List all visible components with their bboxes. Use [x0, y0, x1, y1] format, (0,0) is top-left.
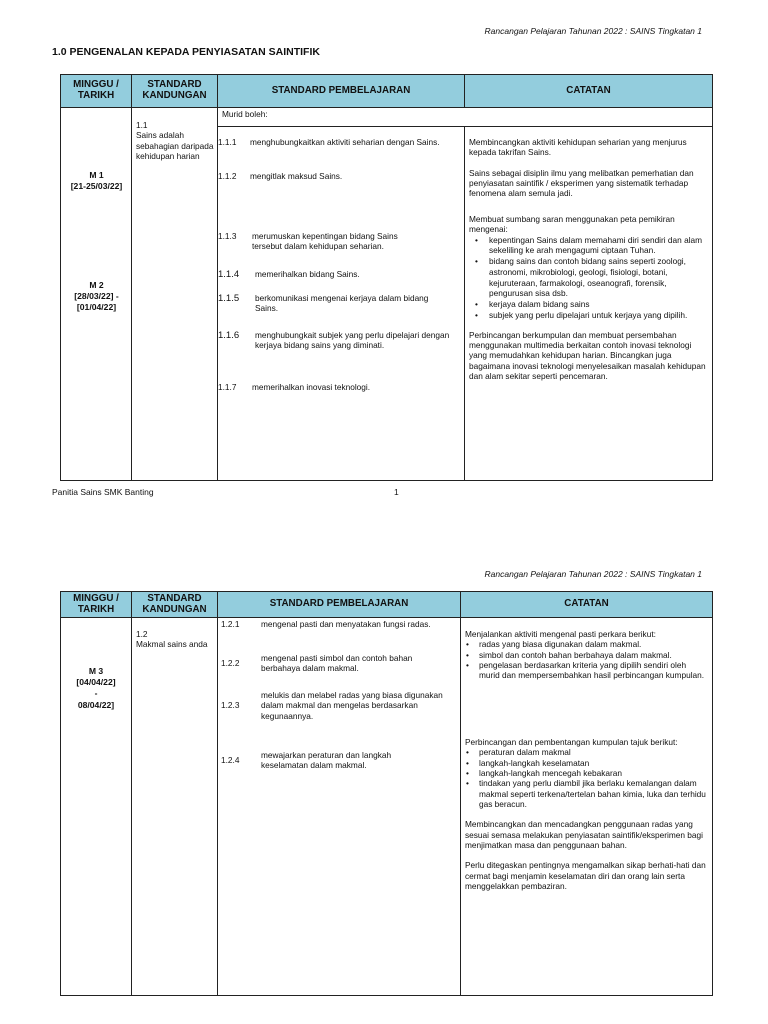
week-m3	[61, 666, 131, 711]
murid-boleh: Murid boleh:	[218, 108, 713, 127]
sp-text: melukis dan melabel radas yang biasa digunakan dalam makmal dan mengelas berdasarkan kegunaannya.	[261, 690, 443, 721]
sp-text: mengenal pasti simbol dan contoh bahan berbahaya dalam makmal.	[261, 653, 413, 674]
sp-text: memerihalkan inovasi teknologi.	[252, 382, 371, 392]
sk-code: 1.1	[136, 120, 148, 130]
sp-code: 1.1.1	[218, 137, 237, 147]
catatan-bullet-list	[465, 639, 709, 680]
catatan-paragraph: Sains sebagai disiplin ilmu yang melibatkan pemerhatian dan penyiasatan saintifik / eksperimen yang sistematik terhadap fenomena alam semula jadi.	[469, 167, 694, 199]
catatan-paragraph: Membincangkan aktiviti kehidupan seharian yang menjurus kepada takrifan Sains.	[469, 137, 687, 158]
sp-code: 1.2.3	[221, 700, 240, 711]
lesson-plan-table	[60, 74, 713, 481]
sp-item	[218, 231, 428, 252]
col-header-standard-pembelajaran: STANDARD PEMBELAJARAN	[218, 75, 465, 108]
lesson-plan-table	[60, 591, 713, 996]
footer-left: Panitia Sains SMK Banting	[52, 487, 154, 497]
week-cell	[61, 618, 132, 996]
catatan-cell	[461, 618, 713, 996]
sp-text: mengitlak maksud Sains.	[250, 171, 343, 181]
catatan-cell	[465, 127, 713, 481]
sp-item	[218, 382, 458, 392]
sp-code: 1.2.1	[221, 619, 240, 629]
sp-text: merumuskan kepentingan bidang Sains tersebut dalam kehidupan seharian.	[252, 231, 398, 252]
standard-kandungan-cell	[132, 618, 218, 996]
page-header: Rancangan Pelajaran Tahunan 2022 : SAINS Tingkatan 1	[484, 569, 702, 579]
sp-item	[218, 330, 463, 351]
section-title: 1.0 PENGENALAN KEPADA PENYIASATAN SAINTIFIK	[52, 46, 320, 58]
col-header-catatan: CATATAN	[461, 592, 713, 618]
col-header-catatan: CATATAN	[465, 75, 713, 108]
list-item: • kerjaya dalam bidang sains	[469, 299, 709, 310]
catatan-bullet-list	[469, 235, 709, 321]
catatan-paragraph: Perbincangan dan pembentangan kumpulan tajuk berikut:	[465, 736, 678, 747]
week-label: M 3	[88, 666, 104, 676]
sp-text: berkomunikasi mengenai kerjaya dalam bidang Sains.	[255, 293, 429, 314]
catatan-paragraph: Perlu ditegaskan pentingnya mengamalkan sikap berhati-hati dan cermat bagi menjamin keselamatan diri dan orang lain serta menggelakkan pembaziran.	[465, 860, 706, 892]
list-item: • simbol dan contoh bahan berbahaya dalam makmal.	[465, 650, 709, 660]
sp-code: 1.1.5	[218, 293, 240, 304]
list-item: • langkah-langkah keselamatan	[465, 758, 709, 768]
col-header-standard-kandungan: STANDARD KANDUNGAN	[132, 75, 218, 108]
sp-code: 1.2.2	[221, 658, 240, 669]
sp-text: mewajarkan peraturan dan langkah keselamatan dalam makmal.	[261, 750, 392, 771]
col-header-minggu: MINGGU / TARIKH	[61, 592, 132, 618]
sp-item	[218, 750, 440, 771]
page-number: 1	[394, 487, 399, 497]
sp-code: 1.2.4	[221, 755, 240, 766]
sk-code: 1.2	[136, 629, 148, 639]
standard-pembelajaran-cell	[218, 618, 461, 996]
week-cell	[61, 108, 132, 481]
catatan-paragraph: Perbincangan berkumpulan dan membuat persembahan menggunakan multimedia berkaitan contoh inovasi teknologi yang memudahkan kehidupan harian. Bincangkan juga bagaimana inovasi teknologi menyelesaikan masalah kehidupan dan alam sekitar seperti pencemaran.	[469, 329, 706, 382]
sp-item	[218, 137, 463, 147]
list-item: • tindakan yang perlu diambil jika berlaku kemalangan dalam makmal seperti terkena/tertelan bahan kimia, luka dan terhidu gas beracun.	[465, 778, 709, 809]
sp-code: 1.1.3	[218, 231, 237, 241]
week-date-separator: -	[94, 688, 98, 699]
catatan-paragraph: Membincangkan dan mencadangkan penggunaan radas yang sesuai semasa melakukan penyiasatan saintifik/eksperimen bagi menjimatkan masa dan penggunaan bahan.	[465, 819, 703, 851]
list-item: • pengelasan berdasarkan kriteria yang dipilih sendiri oleh murid dan mempersembahkan hasil perbincangan kumpulan.	[465, 660, 709, 681]
week-label: M 2	[89, 280, 104, 290]
catatan-bullet-list	[465, 747, 709, 809]
list-item: • bidang sains dan contoh bidang sains seperti zoologi, astronomi, mikrobiologi, geologi, fisiologi, botani, kejuruteraan, farmakologi, oseanografi, forensik, pengurusan sisa dsb.	[469, 256, 709, 299]
sp-text: mengenal pasti dan menyatakan fungsi radas.	[261, 619, 431, 629]
sp-code: 1.1.4	[218, 269, 240, 280]
sp-item	[218, 619, 448, 629]
table-header-row	[61, 592, 713, 618]
catatan-paragraph: Menjalankan aktiviti mengenal pasti perkara berikut:	[465, 629, 656, 639]
sp-item	[218, 269, 458, 281]
page-header: Rancangan Pelajaran Tahunan 2022 : SAINS Tingkatan 1	[484, 26, 702, 36]
list-item: • subjek yang perlu dipelajari untuk kerjaya yang dipilih.	[469, 310, 709, 321]
list-item: • langkah-langkah mencegah kebakaran	[465, 768, 709, 778]
sp-code: 1.1.2	[218, 171, 237, 181]
sp-text: memerihalkan bidang Sains.	[255, 269, 360, 279]
week-date: [28/03/22] - [01/04/22]	[74, 291, 119, 313]
sk-text: Makmal sains anda	[136, 639, 208, 650]
table-header-row	[61, 75, 713, 108]
sp-item	[218, 293, 448, 314]
col-header-minggu: MINGGU / TARIKH	[61, 75, 132, 108]
list-item: • peraturan dalam makmal	[465, 747, 709, 757]
standard-pembelajaran-cell	[218, 127, 465, 481]
week-date: [21-25/03/22]	[70, 181, 123, 192]
list-item: • radas yang biasa digunakan dalam makmal.	[465, 639, 709, 649]
week-date: 08/04/22]	[77, 699, 115, 710]
sp-item	[218, 690, 450, 721]
sp-code: 1.1.6	[218, 330, 240, 341]
week-m2	[63, 280, 130, 314]
sp-item	[218, 171, 458, 181]
sp-code: 1.1.7	[218, 382, 237, 392]
sp-text: menghubungkait subjek yang perlu dipelajari dengan kerjaya bidang sains yang diminati.	[255, 330, 450, 351]
sp-item	[218, 653, 450, 674]
standard-kandungan-cell	[132, 108, 218, 481]
col-header-standard-pembelajaran: STANDARD PEMBELAJARAN	[218, 592, 461, 618]
sp-text: menghubungkaitkan aktiviti seharian dengan Sains.	[250, 137, 440, 147]
catatan-paragraph: Membuat sumbang saran menggunakan peta pemikiran mengenai:	[469, 213, 675, 235]
week-m1	[61, 170, 132, 192]
week-date: [04/04/22]	[76, 677, 116, 688]
list-item: • kepentingan Sains dalam memahami diri sendiri dan alam sekeliling ke arah mengagumi ciptaan Tuhan.	[469, 235, 709, 257]
week-label: M 1	[89, 170, 104, 180]
sk-text: Sains adalah sebahagian daripada kehidupan harian	[136, 130, 214, 162]
col-header-standard-kandungan: STANDARD KANDUNGAN	[132, 592, 218, 618]
